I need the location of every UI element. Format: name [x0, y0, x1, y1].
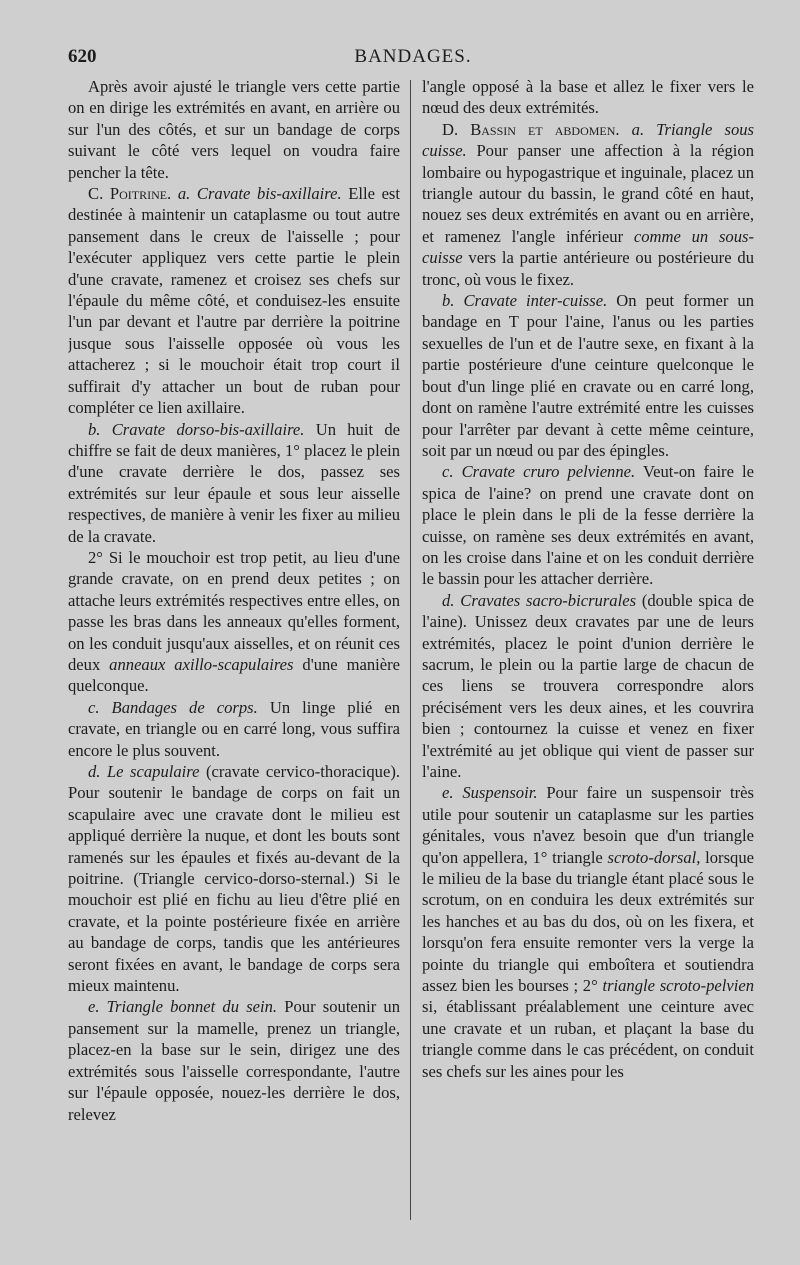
section-heading: Bassin et abdomen. — [470, 119, 620, 139]
italic-text: a. Cravate bis-axillaire. — [177, 184, 342, 204]
paragraph-text: Elle est destinée à maintenir un cataplasme ou tout autre pansement dans le creux de l'aisselle ; pour l'exécuter appliquez vers cette partie le plein d'une cravate, ramenez et croisez ses chefs sur l'épaule du même côté, et conduisez-les ensuite l'un par devant et l'autre par derrière la poitrine jusque sous l'aisselle opposée où vous les attacherez ; si le mouchoir était trop court il suffirait d'y attacher un bout de ruban pour compléter ce lien axillaire. — [68, 184, 400, 418]
italic-text: anneaux axillo-scapulaires — [109, 654, 294, 674]
paragraph-text: vers la partie antérieure ou postérieure du tronc, où vous le fixez. — [422, 248, 754, 289]
left-column — [68, 76, 400, 1246]
italic-text: b. Cravate inter-cuisse. — [442, 291, 608, 311]
italic-text: b. Cravate dorso-bis-axillaire. — [88, 419, 305, 439]
paragraph-text: Veut-on faire le spica de l'aine? on prend une cravate dont on place le plein dans le pli de la fesse derrière la cuisse, on ramène ses deux extrémités en avant, on les croise dans l'aine et on les conduit derrière le bassin pour les attacher derrière. — [422, 462, 754, 589]
paragraph-text: si, établissant préalablement une ceinture avec une cravate et un ruban, et plaçant la base du triangle comme dans le cas précédent, on conduit ses chefs sur les aines pour les — [422, 997, 754, 1081]
italic-text: triangle scroto-pelvien — [602, 976, 754, 996]
paragraph-text: Un huit de chiffre se fait de deux manières, 1° placez le plein d'une cravate derrière le dos, passez ses extrémités sur leur épaule et sous leur aisselle respectives, de manière à venir les fixer au milieu de la cravate. — [68, 419, 400, 546]
paragraph-text: Pour soutenir un pansement sur la mamelle, prenez un triangle, placez-en la base sur le sein, dirigez une des extrémités sous l'aisselle correspondante, l'autre sur l'épaule opposée, nouez-les derrière le dos, relevez — [68, 997, 400, 1124]
section-heading: Poitrine. — [109, 184, 172, 204]
paragraph-text: d'une manière quelconque. — [68, 654, 400, 696]
paragraph-text — [620, 120, 632, 139]
paragraph — [422, 290, 754, 461]
italic-text: e. Triangle bonnet du sein. — [88, 997, 278, 1017]
paragraph-text: Pour faire un suspensoir très utile pour soutenir un cataplasme sur les parties génitales, vous n'avez besoin que d'un triangle qu'on appellera, 1° triangle — [422, 783, 754, 867]
italic-text: d. Le scapulaire — [88, 762, 200, 781]
italic-text: comme un sous-cuisse — [422, 226, 754, 268]
italic-text: c. Cravate cruro pelvienne. — [442, 462, 636, 482]
paragraph-text: (cravate cervico-thoracique). Pour soutenir le bandage de corps on fait un scapulaire avec une cravate dont le milieu est appliqué derrière la nuque, et dont les bouts sont ramenés sur les épaules et fixés au-devant de la poitrine. (Triangle cervico-dorso-sternal.) Si le mouchoir est plié en fichu au lieu d'être plié en cravate, et la pointe postérieure fixée en arrière au bandage de corps, tandis que les antérieures seront fixées en avant, le bandage de corps sera mieux maintenu. — [68, 762, 400, 996]
paragraph-text: Après avoir ajusté le triangle vers cette partie on en dirige les extrémités en avant, en arrière ou sur l'un des côtés, et sur un bandage de corps suivant le côté vers lequel on voudra faire pencher la tête. — [68, 77, 400, 182]
italic-text: scroto-dorsal, — [607, 847, 701, 867]
paragraph — [68, 761, 400, 996]
italic-text: d. Cravates sacro-bicrurales — [442, 590, 637, 610]
running-title: BANDAGES. — [354, 46, 472, 67]
paragraph — [422, 461, 754, 589]
paragraph-text: (double spica de l'aine). Unissez deux cravates par une de leurs extrémités, placez le point d'union derrière le sacrum, le plein ou la partie large de chacun de ces liens se trouvera correspondre alors précisément vers les deux aines, et les couvrira bien ; contournez la cuisse et venez en fixer l'extrémité au jet oblique qui vient de passer sur l'aine. — [422, 590, 754, 781]
paragraph — [68, 76, 400, 183]
paragraph-text: 2° Si le mouchoir est trop petit, au lieu d'une grande cravate, on en prend deux petites ; on attache leurs extrémités respectives entre elles, on passe les bras dans les anneaux qu'elles forment, on les conduit jusqu'aux aisselles, et on réunit ces deux — [68, 547, 400, 674]
paragraph — [68, 419, 400, 547]
italic-text: e. Suspensoir. — [442, 783, 538, 803]
paragraph-text: Un linge plié en cravate, en triangle ou en carré long, vous suffira encore le plus souvent. — [68, 697, 400, 760]
paragraph — [422, 782, 754, 1082]
italic-text: a. Triangle sous cuisse. — [422, 119, 754, 161]
right-column — [422, 76, 754, 1246]
paragraph-text: D. — [442, 119, 471, 139]
paragraph-text: C. — [88, 184, 110, 204]
paragraph — [68, 697, 400, 761]
column-divider — [410, 80, 411, 1220]
page-number: 620 — [68, 46, 97, 67]
paragraph — [68, 547, 400, 697]
paragraph-text: lorsque le milieu de la base du triangle étant placé sous le scrotum, on en conduira les deux extrémités sur les hanches et au bas du dos, où on les fixera, et lorsqu'on fera ensuite remonter vers la verge la pointe du triangle qui emboîtera et soutiendra assez bien les bourses ; 2° — [422, 847, 754, 996]
paragraph — [68, 183, 400, 418]
paragraph-text — [171, 184, 178, 203]
paragraph — [422, 119, 754, 290]
paragraph-text: On peut former un bandage en T pour l'aine, l'anus ou les parties sexuelles de l'un et de l'autre sexe, en fixant à la partie postérieure d'une ceinture quelconque le bout d'un linge plié en cravate ou en carré long, dont on ramène l'autre extrémité entre les cuisses pour l'arrêter par devant à cette même ceinture, soit par un nœud ou par des épingles. — [422, 291, 754, 460]
paragraph — [422, 590, 754, 783]
paragraph-text: l'angle opposé à la base et allez le fixer vers le nœud des deux extrémités. — [422, 77, 754, 118]
page-header — [68, 46, 758, 72]
paragraph — [68, 996, 400, 1124]
italic-text: c. Bandages de corps. — [88, 697, 258, 717]
paragraph — [422, 76, 754, 119]
paragraph-text: Pour panser une affection à la région lombaire ou hypogastrique et inguinale, placez un triangle autour du bassin, le grand côté en haut, nouez ses deux extrémités en avant ou en arrière, et ramenez l'angle inférieur — [422, 141, 754, 246]
